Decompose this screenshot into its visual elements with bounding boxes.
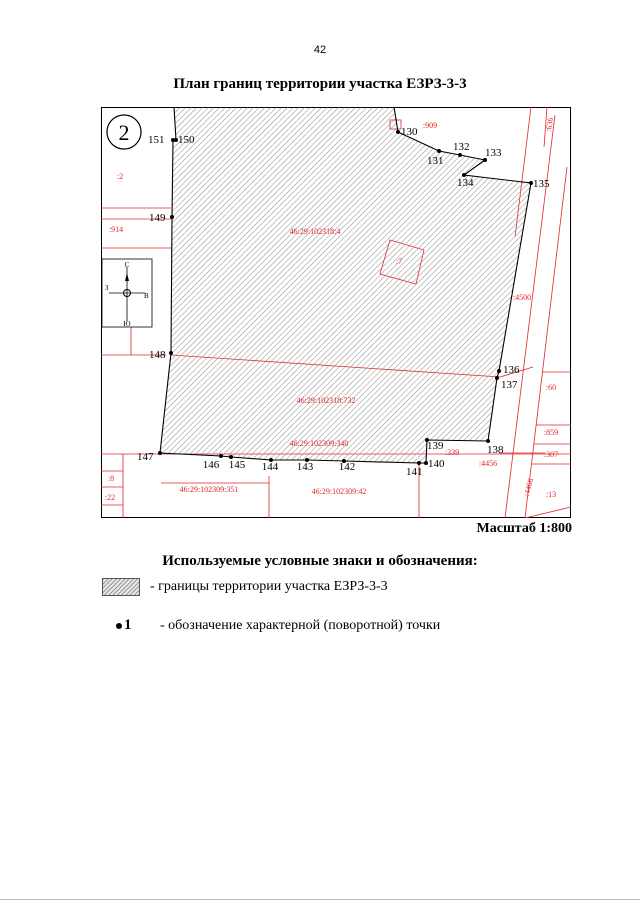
parcel-label: :8 xyxy=(107,474,115,483)
boundary-point-131 xyxy=(437,149,441,153)
point-label-143: 143 xyxy=(296,461,314,473)
compass-west-label: З xyxy=(105,284,109,292)
point-label-145: 145 xyxy=(228,459,246,471)
point-label-137: 137 xyxy=(501,379,518,391)
boundary-point-151 xyxy=(171,138,175,142)
boundary-point-146 xyxy=(219,454,223,458)
point-label-133: 133 xyxy=(485,147,502,159)
sheet-number: 2 xyxy=(118,120,130,145)
boundary-point-130 xyxy=(396,130,400,134)
legend-item-text: - обозначение характерной (поворотной) точки xyxy=(160,617,441,633)
parcel-label: 46:29:102309:351 xyxy=(179,485,239,494)
parcel-label: :4500 xyxy=(512,293,532,302)
page-number: 42 xyxy=(313,44,327,56)
parcel-label: :914 xyxy=(108,225,124,234)
point-label-130: 130 xyxy=(401,126,418,138)
page-bottom-edge xyxy=(0,899,640,900)
parcel-label: :7 xyxy=(395,257,403,266)
legend-item-hatch xyxy=(102,578,388,596)
boundary-point-136 xyxy=(497,369,501,373)
point-label-148: 148 xyxy=(149,349,166,361)
compass-east-label: В xyxy=(144,292,149,300)
point-label-144: 144 xyxy=(261,461,279,473)
parcel-label: 46:29:102318:4 xyxy=(289,227,341,236)
point-marker-label: 1 xyxy=(124,617,132,633)
compass-south-label: Ю xyxy=(123,320,131,328)
boundary-map xyxy=(101,107,571,518)
legend-item-text: - границы территории участка ЕЗРЗ-3-3 xyxy=(150,579,388,594)
compass-north-label: С xyxy=(124,261,130,269)
point-label-132: 132 xyxy=(453,141,470,153)
parcel-label: 46:29:102309:42 xyxy=(311,487,367,496)
point-label-138: 138 xyxy=(487,444,504,456)
parcel-label: :13 xyxy=(545,490,557,499)
point-label-135: 135 xyxy=(533,178,550,190)
page-title: План границ территории участка ЕЗРЗ-3-3 xyxy=(173,76,467,92)
parcel-label: :2 xyxy=(116,172,124,181)
point-label-151: 151 xyxy=(148,134,165,146)
legend-title: Используемые условные знаки и обозначения: xyxy=(162,553,478,569)
boundary-point-138 xyxy=(486,439,490,443)
boundary-point-137 xyxy=(495,376,499,380)
parcel-label: 46:29:102309:340 xyxy=(289,439,349,448)
point-label-131: 131 xyxy=(427,155,444,167)
point-marker-icon xyxy=(116,617,150,634)
point-label-140: 140 xyxy=(428,458,445,470)
parcel-label: :859 xyxy=(543,428,559,437)
point-label-142: 142 xyxy=(338,461,356,473)
point-label-139: 139 xyxy=(427,440,444,452)
boundary-point-148 xyxy=(169,351,173,355)
parcel-label: 46:29:102318:732 xyxy=(296,396,356,405)
map-scale: Масштаб 1:800 xyxy=(476,521,572,536)
point-label-134: 134 xyxy=(457,177,474,189)
parcel-label: :4456 xyxy=(478,459,498,468)
territory-boundary xyxy=(160,107,531,463)
point-label-146: 146 xyxy=(202,459,220,471)
boundary-point-149 xyxy=(170,215,174,219)
hatch-swatch-icon xyxy=(102,578,140,596)
legend-item-point xyxy=(116,617,440,634)
parcel-label: :909 xyxy=(422,121,438,130)
parcel-label: :4466 xyxy=(521,477,536,498)
parcel-label: :307 xyxy=(543,450,559,459)
point-label-150: 150 xyxy=(178,134,195,146)
boundary-point-147 xyxy=(158,451,162,455)
point-label-141: 141 xyxy=(406,466,423,478)
boundary-point-141 xyxy=(417,461,421,465)
parcel-label: :339 xyxy=(444,448,460,457)
parcel-label: :22 xyxy=(104,493,116,502)
parcel-label: :636 xyxy=(543,116,556,133)
parcel-label: :60 xyxy=(545,383,557,392)
compass-rose xyxy=(102,259,152,328)
boundary-point-132 xyxy=(458,153,462,157)
point-label-147: 147 xyxy=(137,451,154,463)
point-label-136: 136 xyxy=(503,364,520,376)
point-label-149: 149 xyxy=(149,212,166,224)
